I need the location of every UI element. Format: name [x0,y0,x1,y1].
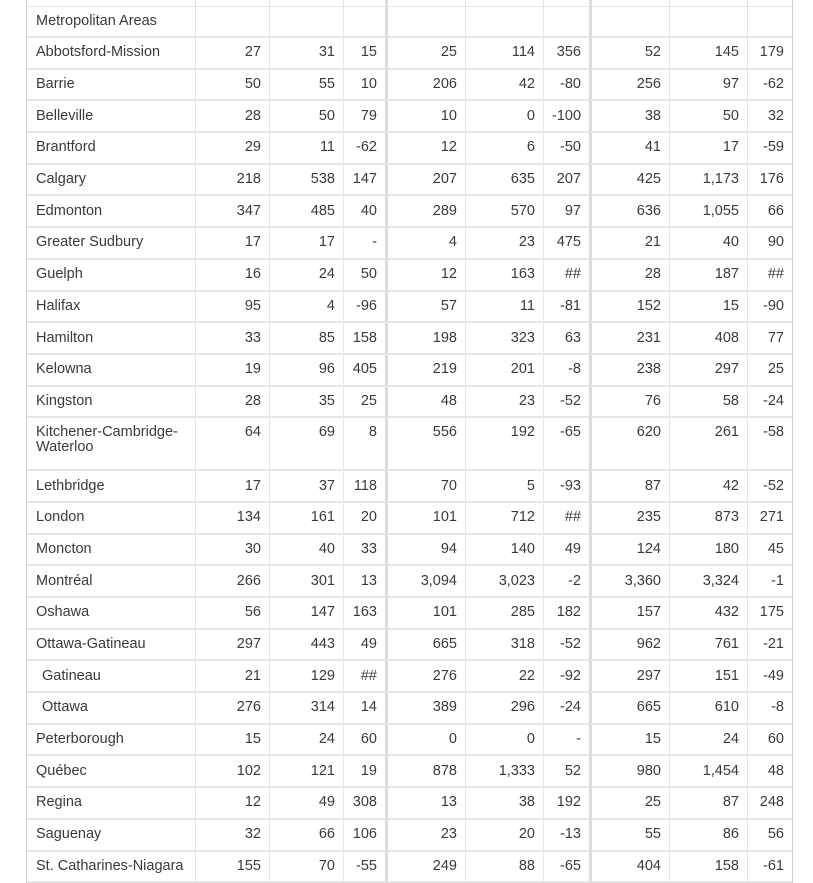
table-row [27,323,792,355]
row-value-cell: 425 [592,165,670,197]
table-row [27,852,792,883]
row-value-cell: ## [748,260,792,292]
row-value-cell: 207 [544,165,592,197]
row-value-cell: 48 [748,756,792,788]
row-value-cell: 101 [388,503,466,535]
row-value-cell: 155 [196,852,270,883]
row-value-cell: 620 [592,418,670,471]
row-value-cell: 40 [344,196,388,228]
row-value-cell: 134 [196,503,270,535]
row-value-cell: ## [544,503,592,535]
row-value-cell: -62 [344,133,388,165]
row-value-cell: 289 [388,196,466,228]
row-value-cell: 33 [196,323,270,355]
row-value-cell: 4 [388,228,466,260]
row-value-cell: 25 [388,38,466,70]
row-value-cell: 187 [670,260,748,292]
row-value-cell: 13 [344,566,388,598]
row-value-cell: 405 [344,355,388,387]
row-value-cell: 87 [592,471,670,503]
row-value-cell: 19 [344,756,388,788]
row-value-cell: 665 [592,693,670,725]
table-row [27,260,792,292]
row-area-name: St. Catharines-Niagara [27,852,196,883]
row-value-cell: -13 [544,820,592,852]
row-area-name: Edmonton [27,196,196,228]
row-value-cell: 256 [592,70,670,102]
row-value-cell: 238 [592,355,670,387]
row-value-cell: -1 [748,566,792,598]
row-value-cell: 140 [466,535,544,567]
row-value-cell: 30 [196,535,270,567]
row-value-cell: 42 [466,70,544,102]
row-area-name: Gatineau [27,661,196,693]
row-value-cell: 873 [670,503,748,535]
row-value-cell: 610 [670,693,748,725]
table-row [27,725,792,757]
row-value-cell: 69 [270,418,344,471]
row-value-cell: 761 [670,630,748,662]
row-value-cell: 297 [670,355,748,387]
row-value-cell: 38 [592,101,670,133]
row-value-cell: 31 [270,38,344,70]
row-value-cell: 16 [196,260,270,292]
row-value-cell: 635 [466,165,544,197]
row-value-cell: 15 [196,725,270,757]
row-value-cell: 17 [196,471,270,503]
row-value-cell: 8 [344,418,388,471]
row-value-cell: -100 [544,101,592,133]
table-row [27,535,792,567]
row-value-cell: 52 [544,756,592,788]
row-value-cell: 980 [592,756,670,788]
row-value-cell: 41 [592,133,670,165]
row-value-cell: 712 [466,503,544,535]
row-value-cell: 13 [388,788,466,820]
row-value-cell: -92 [544,661,592,693]
row-value-cell: 32 [748,101,792,133]
row-value-cell: -50 [544,133,592,165]
row-value-cell: 12 [388,133,466,165]
table-row [27,228,792,260]
row-value-cell: 5 [466,471,544,503]
table-row [27,418,792,471]
row-value-cell: 106 [344,820,388,852]
row-value-cell: 70 [270,852,344,883]
row-value-cell: 206 [388,70,466,102]
row-value-cell: 570 [466,196,544,228]
row-value-cell: 0 [388,725,466,757]
row-value-cell: 55 [592,820,670,852]
row-value-cell: 27 [196,38,270,70]
row-value-cell: - [344,228,388,260]
row-value-cell: 276 [196,693,270,725]
row-value-cell: 158 [670,852,748,883]
row-area-name: Regina [27,788,196,820]
row-value-cell: 21 [196,661,270,693]
row-value-cell: 23 [388,820,466,852]
row-value-cell: 297 [592,661,670,693]
row-value-cell: 25 [592,788,670,820]
row-value-cell: 79 [344,101,388,133]
row-value-cell: 0 [466,725,544,757]
row-value-cell: 163 [466,260,544,292]
row-area-name: Greater Sudbury [27,228,196,260]
row-value-cell: 297 [196,630,270,662]
row-value-cell: 556 [388,418,466,471]
row-value-cell: 35 [270,387,344,419]
row-value-cell: 192 [544,788,592,820]
metro-areas-table [26,0,793,883]
row-value-cell: 147 [344,165,388,197]
row-value-cell: 19 [196,355,270,387]
row-value-cell: 962 [592,630,670,662]
row-value-cell: 192 [466,418,544,471]
table-row [27,70,792,102]
row-value-cell: 175 [748,598,792,630]
table-row [27,292,792,324]
row-value-cell: 231 [592,323,670,355]
row-area-name: Saguenay [27,820,196,852]
row-value-cell: 10 [388,101,466,133]
row-area-name: Québec [27,756,196,788]
row-value-cell: 49 [344,630,388,662]
row-value-cell: 22 [466,661,544,693]
row-area-name: Kelowna [27,355,196,387]
row-value-cell: 102 [196,756,270,788]
row-value-cell: -65 [544,852,592,883]
row-value-cell: 17 [196,228,270,260]
row-value-cell: 57 [388,292,466,324]
row-value-cell: 1,173 [670,165,748,197]
row-value-cell: -61 [748,852,792,883]
row-value-cell: -8 [544,355,592,387]
row-value-cell: 248 [748,788,792,820]
row-value-cell: 276 [388,661,466,693]
row-value-cell: 636 [592,196,670,228]
row-value-cell: 15 [344,38,388,70]
row-value-cell: 301 [270,566,344,598]
row-value-cell: 347 [196,196,270,228]
row-value-cell: -2 [544,566,592,598]
row-value-cell: 21 [592,228,670,260]
row-value-cell: 389 [388,693,466,725]
row-value-cell: 95 [196,292,270,324]
row-value-cell: 85 [270,323,344,355]
row-value-cell: 97 [544,196,592,228]
row-value-cell: -80 [544,70,592,102]
metro-areas-table-container [26,0,791,883]
table-row [27,101,792,133]
table-row [27,38,792,70]
row-value-cell: 249 [388,852,466,883]
row-value-cell: 1,333 [466,756,544,788]
row-value-cell: 296 [466,693,544,725]
row-value-cell: -81 [544,292,592,324]
row-value-cell: 20 [466,820,544,852]
row-value-cell: -65 [544,418,592,471]
row-value-cell: 485 [270,196,344,228]
row-value-cell: 42 [670,471,748,503]
row-value-cell: 60 [748,725,792,757]
row-area-name: Brantford [27,133,196,165]
row-value-cell: 118 [344,471,388,503]
row-value-cell: 318 [466,630,544,662]
row-value-cell: 121 [270,756,344,788]
row-value-cell: 66 [748,196,792,228]
row-value-cell: 90 [748,228,792,260]
table-row [27,630,792,662]
row-value-cell: 94 [388,535,466,567]
row-value-cell: -90 [748,292,792,324]
row-value-cell: 878 [388,756,466,788]
row-value-cell: 20 [344,503,388,535]
row-value-cell: 271 [748,503,792,535]
row-value-cell: 266 [196,566,270,598]
row-value-cell: 50 [196,70,270,102]
row-value-cell: 12 [388,260,466,292]
row-value-cell: 28 [196,387,270,419]
table-body [27,0,792,883]
row-area-name: Belleville [27,101,196,133]
table-row [27,661,792,693]
row-value-cell: 404 [592,852,670,883]
row-value-cell: -52 [544,630,592,662]
row-value-cell: 15 [670,292,748,324]
row-value-cell: -62 [748,70,792,102]
row-value-cell: 12 [196,788,270,820]
row-value-cell: -24 [544,693,592,725]
row-area-name: Kitchener-Cambridge-Waterloo [27,418,196,471]
row-value-cell: 70 [388,471,466,503]
row-value-cell: ## [344,661,388,693]
row-value-cell: 114 [466,38,544,70]
row-value-cell: 32 [196,820,270,852]
row-value-cell: 101 [388,598,466,630]
row-value-cell: 180 [670,535,748,567]
row-value-cell: 235 [592,503,670,535]
row-value-cell: 145 [670,38,748,70]
row-value-cell: 48 [388,387,466,419]
table-row [27,693,792,725]
row-value-cell: 218 [196,165,270,197]
row-value-cell: -96 [344,292,388,324]
row-value-cell: 4 [270,292,344,324]
row-value-cell: 50 [270,101,344,133]
row-value-cell: 28 [592,260,670,292]
row-area-name: Calgary [27,165,196,197]
row-value-cell: 50 [344,260,388,292]
table-row [27,355,792,387]
row-value-cell: 176 [748,165,792,197]
row-area-name: Kingston [27,387,196,419]
row-value-cell: 443 [270,630,344,662]
row-value-cell: 17 [670,133,748,165]
row-value-cell: 308 [344,788,388,820]
row-value-cell: -52 [544,387,592,419]
row-value-cell: 129 [270,661,344,693]
row-value-cell: 56 [196,598,270,630]
row-value-cell: 665 [388,630,466,662]
row-value-cell: 207 [388,165,466,197]
section-header-row [27,7,792,38]
row-value-cell: 37 [270,471,344,503]
row-value-cell: 161 [270,503,344,535]
row-value-cell: 64 [196,418,270,471]
row-value-cell: 66 [270,820,344,852]
row-value-cell: 49 [270,788,344,820]
row-value-cell: 56 [748,820,792,852]
row-value-cell: 11 [466,292,544,324]
row-value-cell: 29 [196,133,270,165]
row-value-cell: 14 [344,693,388,725]
row-value-cell: 23 [466,228,544,260]
row-value-cell: 314 [270,693,344,725]
row-value-cell: ## [544,260,592,292]
row-value-cell: -24 [748,387,792,419]
row-value-cell: 408 [670,323,748,355]
row-value-cell: 323 [466,323,544,355]
row-value-cell: 58 [670,387,748,419]
row-value-cell: -49 [748,661,792,693]
row-value-cell: -21 [748,630,792,662]
row-area-name: Montréal [27,566,196,598]
row-value-cell: -8 [748,693,792,725]
row-value-cell: -58 [748,418,792,471]
table-row [27,566,792,598]
row-area-name: London [27,503,196,535]
section-label: Metropolitan Areas [27,7,196,38]
row-value-cell: 1,055 [670,196,748,228]
row-value-cell: 86 [670,820,748,852]
row-value-cell: 3,023 [466,566,544,598]
row-value-cell: 24 [270,260,344,292]
row-area-name: Ottawa [27,693,196,725]
row-value-cell: 96 [270,355,344,387]
row-area-name: Lethbridge [27,471,196,503]
table-row [27,133,792,165]
row-value-cell: 179 [748,38,792,70]
row-value-cell: 40 [270,535,344,567]
table-row [27,503,792,535]
row-area-name: Hamilton [27,323,196,355]
row-value-cell: 55 [270,70,344,102]
row-area-name: Peterborough [27,725,196,757]
table-row [27,471,792,503]
row-value-cell: 6 [466,133,544,165]
row-area-name: Ottawa-Gatineau [27,630,196,662]
row-value-cell: 198 [388,323,466,355]
row-area-name: Barrie [27,70,196,102]
table-row [27,820,792,852]
row-value-cell: 15 [592,725,670,757]
row-value-cell: 147 [270,598,344,630]
row-value-cell: -93 [544,471,592,503]
row-value-cell: 52 [592,38,670,70]
row-value-cell: 219 [388,355,466,387]
row-value-cell: 24 [270,725,344,757]
table-row [27,788,792,820]
row-value-cell: 11 [270,133,344,165]
row-value-cell: - [544,725,592,757]
row-value-cell: 261 [670,418,748,471]
row-value-cell: 124 [592,535,670,567]
row-area-name: Guelph [27,260,196,292]
row-value-cell: 28 [196,101,270,133]
row-value-cell: 63 [544,323,592,355]
table-row [27,165,792,197]
row-value-cell: -55 [344,852,388,883]
row-value-cell: 158 [344,323,388,355]
row-value-cell: -59 [748,133,792,165]
row-value-cell: 182 [544,598,592,630]
row-value-cell: 25 [344,387,388,419]
row-value-cell: 17 [270,228,344,260]
row-area-name: Halifax [27,292,196,324]
row-value-cell: 24 [670,725,748,757]
row-value-cell: 163 [344,598,388,630]
table-row [27,196,792,228]
row-area-name: Abbotsford-Mission [27,38,196,70]
row-value-cell: 38 [466,788,544,820]
table-row [27,598,792,630]
row-value-cell: -52 [748,471,792,503]
row-area-name: Oshawa [27,598,196,630]
row-value-cell: 151 [670,661,748,693]
row-value-cell: 432 [670,598,748,630]
row-value-cell: 201 [466,355,544,387]
row-value-cell: 76 [592,387,670,419]
row-value-cell: 23 [466,387,544,419]
row-value-cell: 538 [270,165,344,197]
table-top-edge-row [27,0,792,7]
row-value-cell: 60 [344,725,388,757]
table-row [27,756,792,788]
row-value-cell: 25 [748,355,792,387]
row-value-cell: 0 [466,101,544,133]
row-value-cell: 97 [670,70,748,102]
row-value-cell: 3,324 [670,566,748,598]
row-area-name: Moncton [27,535,196,567]
row-value-cell: 10 [344,70,388,102]
row-value-cell: 475 [544,228,592,260]
row-value-cell: 157 [592,598,670,630]
row-value-cell: 152 [592,292,670,324]
row-value-cell: 356 [544,38,592,70]
row-value-cell: 87 [670,788,748,820]
row-value-cell: 49 [544,535,592,567]
row-value-cell: 33 [344,535,388,567]
row-value-cell: 88 [466,852,544,883]
row-value-cell: 3,360 [592,566,670,598]
row-value-cell: 77 [748,323,792,355]
row-value-cell: 285 [466,598,544,630]
row-value-cell: 50 [670,101,748,133]
row-value-cell: 1,454 [670,756,748,788]
row-value-cell: 45 [748,535,792,567]
table-row [27,387,792,419]
row-value-cell: 3,094 [388,566,466,598]
row-value-cell: 40 [670,228,748,260]
